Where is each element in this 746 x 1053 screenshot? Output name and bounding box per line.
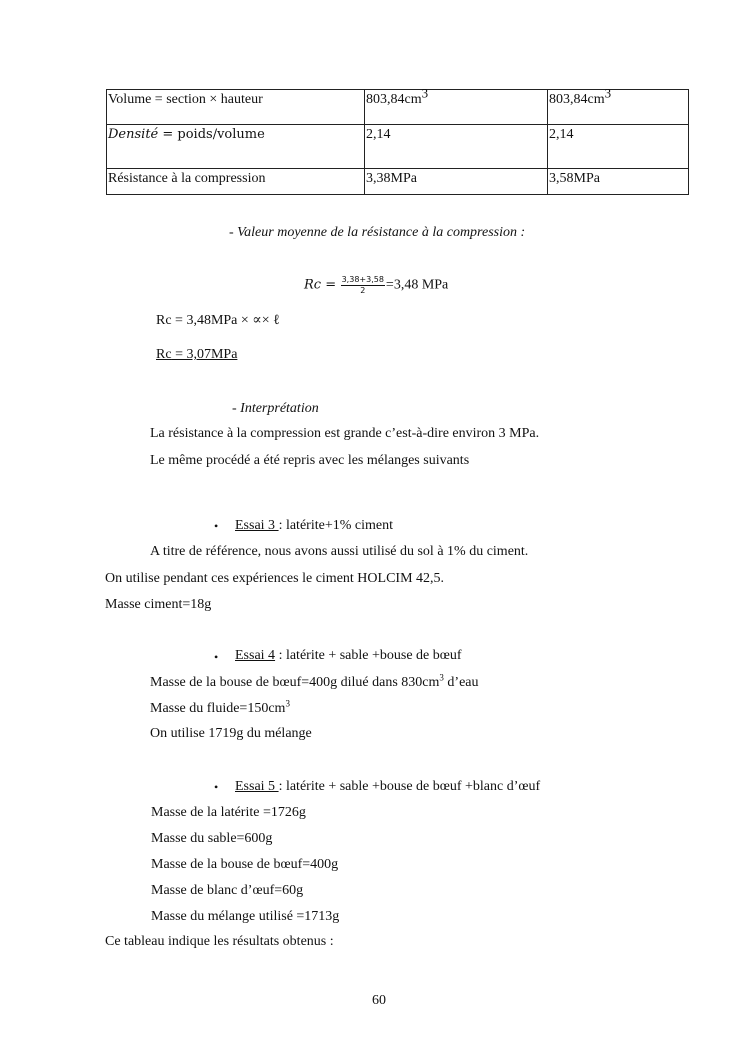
essai-4-line: Masse du $fluide=150cm^3$ [150, 698, 290, 716]
essai-3-line: A titre de référence, nous avons aussi utilisé du sol à 1% du ciment. [150, 544, 529, 559]
essai-5-heading: Essai 5 : latérite + sable +bouse de bœuf +blanc d’œuf [235, 779, 541, 794]
table-cell: Résistance à la compression [107, 169, 365, 195]
closing-line: Ce tableau indique les résultats obtenus : [105, 934, 334, 949]
table-cell: 2,14 [365, 125, 548, 169]
mean-value-heading: - Valeur moyenne de la résistance à la compression : [229, 225, 526, 240]
table-cell: $803,84cm^3$ [548, 90, 689, 125]
essai-5-line: Masse du mélange utilisé =1713g [151, 909, 340, 924]
essai-5-line: Masse de la latérite =1726g [151, 805, 306, 820]
rc-line-2: Rc = 3,07MPa [156, 347, 238, 362]
table-cell: 3,38MPa [365, 169, 548, 195]
essai-5-line: Masse de la bouse de bœuf=400g [151, 857, 339, 872]
essai-4-heading: Essai 4 : latérite + sable +bouse de bœuf [235, 648, 462, 663]
rc-line-1: Rc = 3,48MPa × ∝× ℓ [156, 313, 280, 328]
page-number: 60 [372, 993, 386, 1008]
interpretation-line: La résistance à la compression est grande c’est-à-dire environ 3 MPa. [150, 426, 540, 441]
bullet-icon: • [214, 650, 219, 664]
results-table [106, 85, 689, 195]
table-row [107, 125, 689, 169]
essai-4-line: Masse de la bouse de bœuf=400g dilué dans $830cm^3$ d’eau [150, 672, 479, 690]
table-row [107, 90, 689, 125]
interpretation-line: Le même procédé a été repris avec les mélanges suivants [150, 453, 470, 468]
essai-4-line: On utilise 1719g du mélange [150, 726, 312, 741]
table-cell: Volume = section × hauteur [107, 90, 365, 125]
essai-5-line: Masse du sable=600g [151, 831, 273, 846]
essai-3-line: Masse ciment=18g [105, 597, 212, 612]
essai-5-line: Masse de blanc d’œuf=60g [151, 883, 304, 898]
interpretation-heading: - Interprétation [232, 401, 319, 416]
essai-3-line: On utilise pendant ces expériences le ciment HOLCIM 42,5. [105, 571, 445, 586]
table-cell: 2,14 [548, 125, 689, 169]
bullet-icon: • [214, 519, 219, 533]
table-cell: 3,58MPa [548, 169, 689, 195]
essai-3-heading: Essai 3 : latérite+1% ciment [235, 518, 393, 533]
bullet-icon: • [214, 780, 219, 794]
mean-formula: Rc = $\frac{3,38+3,58}{2}$ =3,48 MPa [304, 275, 449, 295]
table-cell: Densité = poids/volume [107, 125, 365, 169]
table-cell: $803,84cm^3$ [365, 90, 548, 125]
table-row [107, 169, 689, 195]
